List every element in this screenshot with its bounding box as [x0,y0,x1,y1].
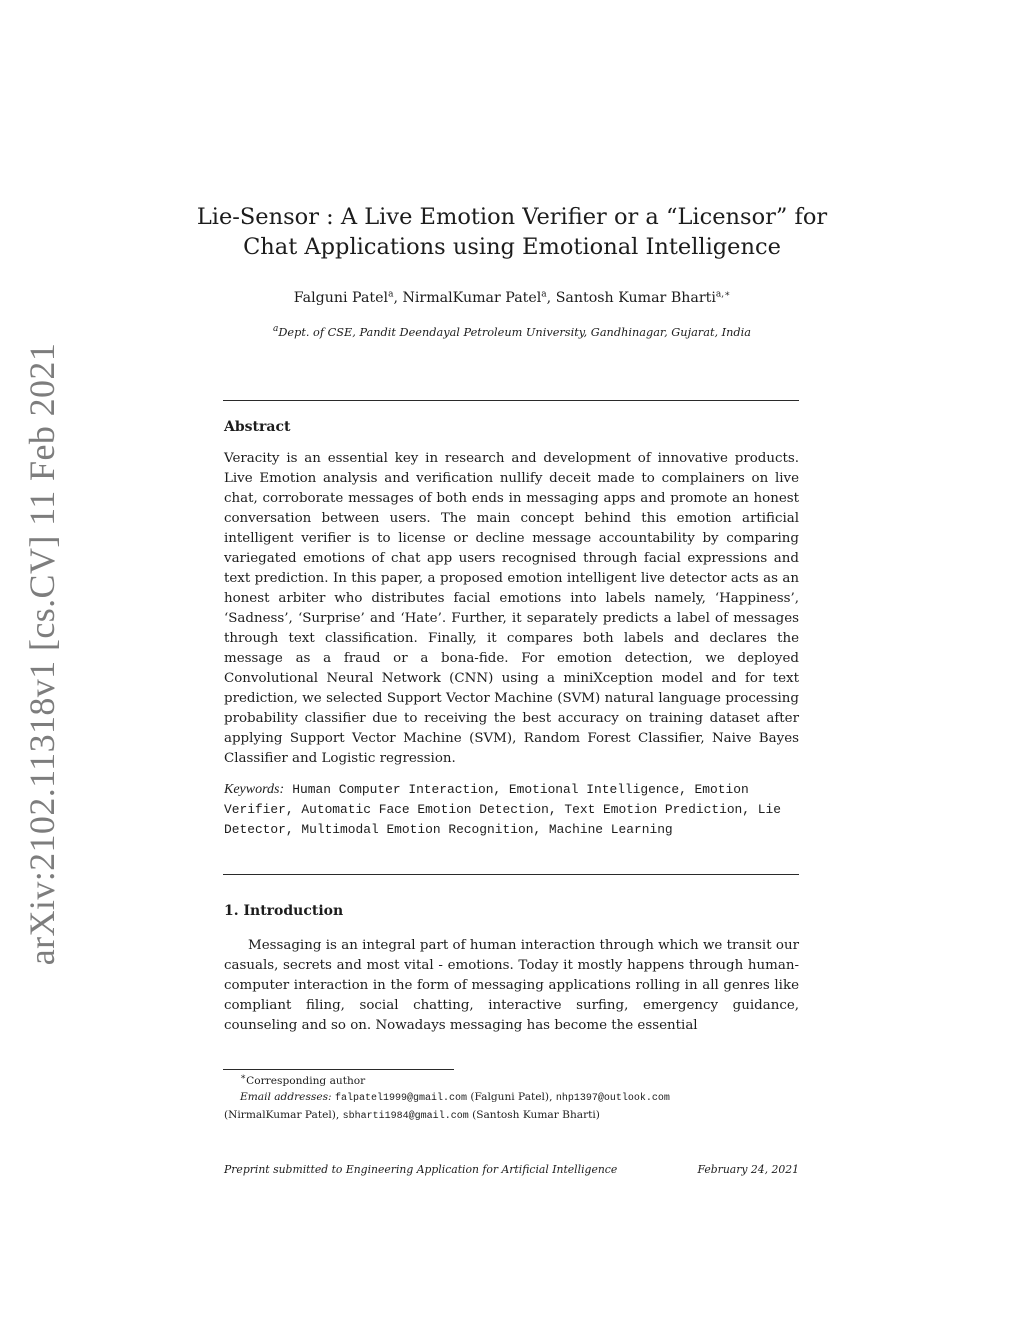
author-name: NirmalKumar Patel [402,290,542,306]
author-affil-mark: a [541,289,547,300]
arxiv-side-stamp: arXiv:2102.11318v1 [cs.CV] 11 Feb 2021 [22,342,62,966]
section-heading-introduction: 1. Introduction [224,903,344,919]
footer-journal: Preprint submitted to Engineering Application for Artificial Intelligence [224,1163,618,1176]
author-separator: , [393,290,403,306]
email-link[interactable]: falpatel1999@gmail.com [334,1093,468,1104]
affiliation-text: Dept. of CSE, Pandit Deendayal Petroleum University, Gandhinagar, Gujarat, India [278,326,751,339]
title-line-1: Lie-Sensor : A Live Emotion Verifier or a “Licensor” for [196,204,828,230]
footer-date: February 24, 2021 [697,1163,799,1176]
abstract-body: Veracity is an essential key in research and development of innovative products. Live Emotion analysis and verification nullify deceit made to complainers on live chat, corroborate messages of both ends in messaging apps and promote an honest conversation between users. The main concept behind this emotion artificial intelligent verifier is to license or decline message accountability by comparing variegated emotions of chat app users recognised through facial expressions and text prediction. In this paper, a proposed emotion intelligent live detector acts as an honest arbiter who distributes facial emotions into labels namely, ‘Happiness’, ‘Sadness’, ‘Surprise’ and ‘Hate’. Further, it separately predicts a label of messages through text classification. Finally, it compares both labels and declares the message as a fraud or a bona-fide. For emotion detection, we deployed Convolutional Neural Network (CNN) using a miniXception model and for text prediction, we selected Support Vector Machine (SVM) natural language processing probability classifier due to receiving the best accuracy on training dataset after applying Support Vector Machine (SVM), Random Forest Classifier, Naive Bayes Classifier and Logistic regression. [224,451,799,766]
preprint-footer [224,1162,799,1178]
email-owner: (Santosh Kumar Bharti) [472,1109,600,1121]
keywords-label: Keywords: [224,782,285,797]
abstract-top-rule [223,400,799,401]
affiliation [150,325,874,341]
abstract-bottom-rule [223,874,799,875]
author-name: Falguni Patel [293,290,389,306]
email-owner: (NirmalKumar Patel) [224,1109,336,1121]
keywords-text: Human Computer Interaction, Emotional Intelligence, Emotion Verifier, Automatic Face Emotion Detection, Text Emotion Prediction, Lie Detector, Multimodal Emotion Recognition, Machine Learning [224,782,781,837]
footnote-rule [223,1069,454,1070]
paper-title [150,202,874,262]
author-affil-mark: a,∗ [715,289,731,300]
author-affil-mark: a [388,289,394,300]
title-line-2: Chat Applications using Emotional Intelligence [243,234,781,260]
email-link[interactable]: sbharti1984@gmail.com [342,1111,469,1122]
footnote [224,1073,799,1125]
email-note: Email addresses: falpatel1999@gmail.com (Falguni Patel), nhp1397@outlook.com (NirmalKumar Patel), sbharti1984@gmail.com (Santosh Kumar Bharti) [224,1091,670,1122]
corresponding-mark: ∗ [240,1072,247,1083]
abstract-heading: Abstract [224,419,291,435]
keywords [224,780,799,840]
corresponding-text: Corresponding author [246,1075,366,1087]
author-name: Santosh Kumar Bharti [555,290,716,306]
email-link[interactable]: nhp1397@outlook.com [555,1093,670,1104]
introduction-body: Messaging is an integral part of human interaction through which we transit our casuals, secrets and most vital - emotions. Today it mostly happens through human-computer interaction in the form of messaging applications rolling in all genres like compliant filing, social chatting, interactive surfing, emergency guidance, counseling and so on. Nowadays messaging has become the essential [224,938,799,1033]
corresponding-note [224,1073,799,1089]
email-owner: (Falguni Patel) [470,1091,550,1103]
author-separator: , [546,290,556,306]
email-label: Email addresses: [240,1091,332,1103]
affiliation-mark: a [272,324,279,335]
author-list [150,288,874,308]
